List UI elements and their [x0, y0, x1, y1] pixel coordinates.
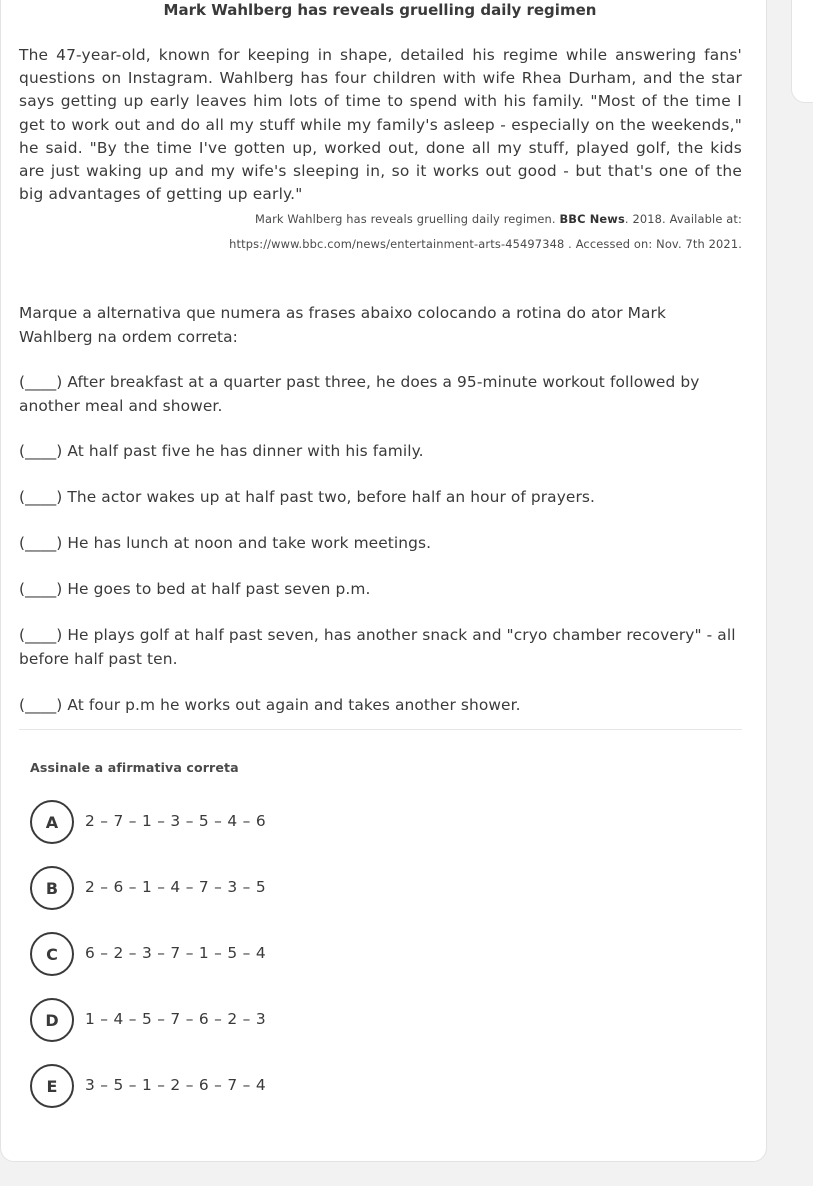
side-panel: [791, 0, 813, 103]
option-letter[interactable]: B: [30, 866, 74, 910]
statement-item: (____) At half past five he has dinner with his family.: [19, 442, 424, 460]
citation-suffix: . 2018. Available at: https://www.bbc.com/news/entertainment-arts-45497348 . Accessed on: Nov. 7th 2021.: [229, 212, 742, 251]
option-letter[interactable]: E: [30, 1064, 74, 1108]
question-instruction: Marque a alternativa que numera as frases abaixo colocando a rotina do ator Mark Wahlberg na ordem correta:: [19, 304, 666, 346]
statement-item: (____) He has lunch at noon and take work meetings.: [19, 534, 432, 552]
citation-prefix: Mark Wahlberg has reveals gruelling daily regimen.: [254, 212, 560, 226]
option-value[interactable]: 1 – 4 – 5 – 7 – 6 – 2 – 3: [85, 1010, 266, 1028]
option-d[interactable]: [30, 998, 350, 1042]
citation-source: BBC News: [559, 212, 625, 226]
option-value[interactable]: 2 – 6 – 1 – 4 – 7 – 3 – 5: [85, 878, 266, 896]
article-title: Mark Wahlberg has reveals gruelling daily regimen: [163, 1, 597, 19]
option-value[interactable]: 6 – 2 – 3 – 7 – 1 – 5 – 4: [85, 944, 266, 962]
option-a[interactable]: [30, 800, 350, 844]
option-value[interactable]: 3 – 5 – 1 – 2 – 6 – 7 – 4: [85, 1076, 266, 1094]
statement-item: (____) At four p.m he works out again and takes another shower.: [19, 696, 521, 714]
statement-item: (____) The actor wakes up at half past two, before half an hour of prayers.: [19, 488, 596, 506]
option-b[interactable]: [30, 866, 350, 910]
article-citation: [150, 207, 742, 257]
statement-item: (____) He plays golf at half past seven, has another snack and "cryo chamber recovery" - all before half past ten.: [19, 626, 736, 668]
answer-prompt: Assinale a afirmativa correta: [30, 760, 239, 775]
option-e[interactable]: [30, 1064, 350, 1108]
article-body: The 47-year-old, known for keeping in shape, detailed his regime while answering fans' questions on Instagram. Wahlberg has four children with wife Rhea Durham, and the star says getting up early leaves him lots of time to spend with his family. "Most of the time I get to work out and do all my stuff while my family's asleep - especially on the weekends," he said. "By the time I've gotten up, worked out, done all my stuff, played golf, the kids are just waking up and my wife's sleeping in, so it works out good - but that's one of the big advantages of getting up early.": [19, 46, 742, 204]
statement-item: (____) After breakfast at a quarter past three, he does a 95-minute workout followed by another meal and shower.: [19, 373, 700, 415]
option-c[interactable]: [30, 932, 350, 976]
option-letter[interactable]: C: [30, 932, 74, 976]
option-value[interactable]: 2 – 7 – 1 – 3 – 5 – 4 – 6: [85, 812, 266, 830]
option-letter[interactable]: D: [30, 998, 74, 1042]
statement-item: (____) He goes to bed at half past seven p.m.: [19, 580, 371, 598]
divider: [19, 729, 742, 730]
option-letter[interactable]: A: [30, 800, 74, 844]
